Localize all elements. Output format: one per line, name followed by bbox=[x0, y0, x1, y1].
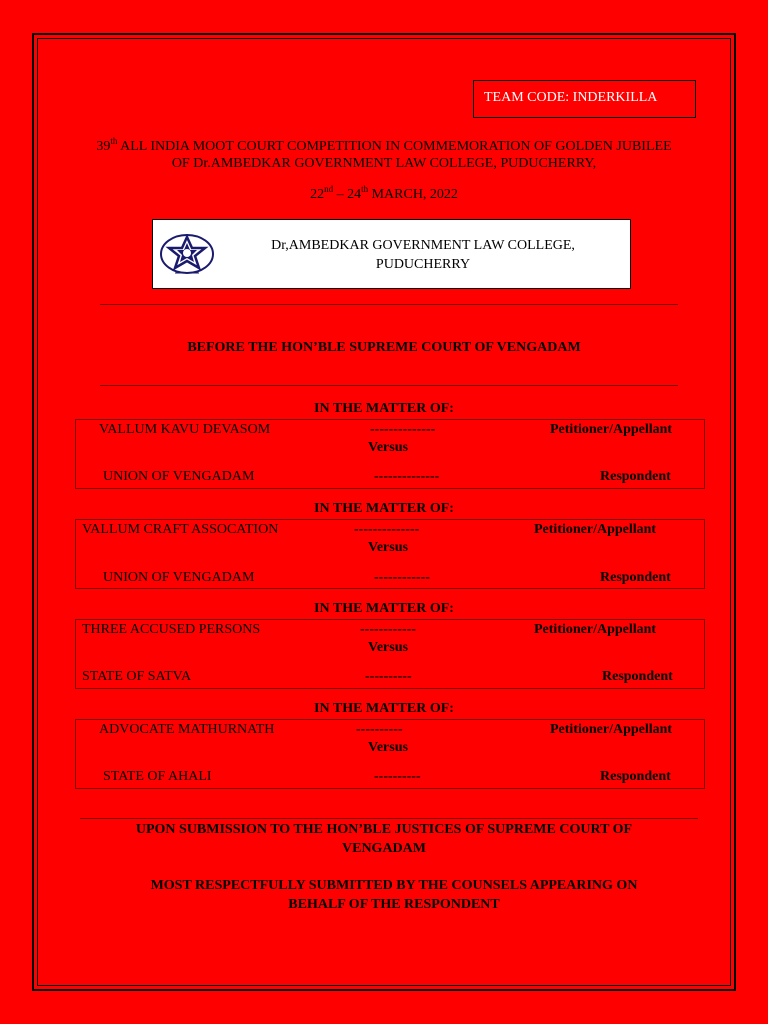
petitioner-role: Petitioner/Appellant bbox=[534, 622, 657, 637]
petitioner-name: VALLUM CRAFT ASSOCATION bbox=[82, 522, 279, 537]
heading-line2: OF Dr.AMBEDKAR GOVERNMENT LAW COLLEGE, PUDUCHERRY, bbox=[171, 156, 597, 171]
college-banner bbox=[152, 219, 631, 289]
matter-heading: IN THE MATTER OF: bbox=[314, 601, 454, 616]
respondent-role: Respondent bbox=[602, 669, 673, 684]
matter-heading: IN THE MATTER OF: bbox=[314, 501, 454, 516]
submission-line2: VENGADAM bbox=[342, 841, 426, 856]
case-box bbox=[75, 419, 705, 489]
competition-heading bbox=[40, 138, 728, 172]
separator-dashes: -------------- bbox=[354, 522, 420, 537]
case-box bbox=[75, 719, 705, 789]
college-emblem-icon bbox=[159, 233, 215, 277]
date-end-suffix: th bbox=[361, 184, 369, 194]
court-title: BEFORE THE HON’BLE SUPREME COURT OF VENGADAM bbox=[187, 340, 581, 355]
college-name bbox=[243, 236, 603, 274]
separator-dashes: -------------- bbox=[374, 469, 440, 484]
separator-dashes: ------------ bbox=[374, 570, 430, 585]
respondent-name: UNION OF VENGADAM bbox=[103, 469, 255, 484]
respondent-role: Respondent bbox=[600, 469, 671, 484]
matter-heading: IN THE MATTER OF: bbox=[314, 401, 454, 416]
respectfully-line2: BEHALF OF THE RESPONDENT bbox=[288, 897, 500, 912]
matter-heading: IN THE MATTER OF: bbox=[314, 701, 454, 716]
submission-statement bbox=[100, 820, 668, 858]
date-month-year: MARCH, 2022 bbox=[368, 187, 458, 202]
separator-dashes: ------------ bbox=[360, 622, 416, 637]
divider bbox=[100, 385, 678, 386]
case-box bbox=[75, 619, 705, 689]
date-start-suffix: nd bbox=[324, 184, 334, 194]
separator-dashes: -------------- bbox=[370, 422, 436, 437]
college-name-line1: Dr,AMBEDKAR GOVERNMENT LAW COLLEGE, bbox=[271, 238, 575, 253]
petitioner-role: Petitioner/Appellant bbox=[550, 722, 673, 737]
petitioner-role: Petitioner/Appellant bbox=[550, 422, 673, 437]
respondent-role: Respondent bbox=[600, 769, 671, 784]
petitioner-name: VALLUM KAVU DEVASOM bbox=[99, 422, 271, 437]
versus-label: Versus bbox=[368, 440, 408, 455]
respondent-role: Respondent bbox=[600, 570, 671, 585]
petitioner-name: ADVOCATE MATHURNATH bbox=[99, 722, 275, 737]
separator-dashes: ---------- bbox=[374, 769, 421, 784]
versus-label: Versus bbox=[368, 640, 408, 655]
team-code-box: TEAM CODE: INDERKILLA bbox=[473, 80, 696, 118]
separator-dashes: ---------- bbox=[365, 669, 412, 684]
respectfully-submitted bbox=[110, 876, 678, 914]
respondent-name: STATE OF SATVA bbox=[82, 669, 192, 684]
petitioner-role: Petitioner/Appellant bbox=[534, 522, 657, 537]
ordinal-number: 39 bbox=[96, 139, 111, 154]
respondent-name: STATE OF AHALI bbox=[103, 769, 212, 784]
divider bbox=[80, 818, 698, 819]
respectfully-line1: MOST RESPECTFULLY SUBMITTED BY THE COUNSELS APPEARING ON bbox=[150, 878, 638, 893]
competition-dates bbox=[40, 186, 728, 203]
ordinal-suffix: th bbox=[110, 136, 118, 146]
date-start: 22 bbox=[310, 187, 325, 202]
date-end: – 24 bbox=[333, 187, 362, 202]
versus-label: Versus bbox=[368, 540, 408, 555]
heading-line1: ALL INDIA MOOT COURT COMPETITION IN COMMEMORATION OF GOLDEN JUBILEE bbox=[117, 139, 672, 154]
versus-label: Versus bbox=[368, 740, 408, 755]
respondent-name: UNION OF VENGADAM bbox=[103, 570, 255, 585]
separator-dashes: ---------- bbox=[356, 722, 403, 737]
submission-line1: UPON SUBMISSION TO THE HON’BLE JUSTICES OF SUPREME COURT OF bbox=[135, 822, 633, 837]
petitioner-name: THREE ACCUSED PERSONS bbox=[82, 622, 261, 637]
divider bbox=[100, 304, 678, 305]
case-box bbox=[75, 519, 705, 589]
college-name-line2: PUDUCHERRY bbox=[375, 257, 471, 272]
